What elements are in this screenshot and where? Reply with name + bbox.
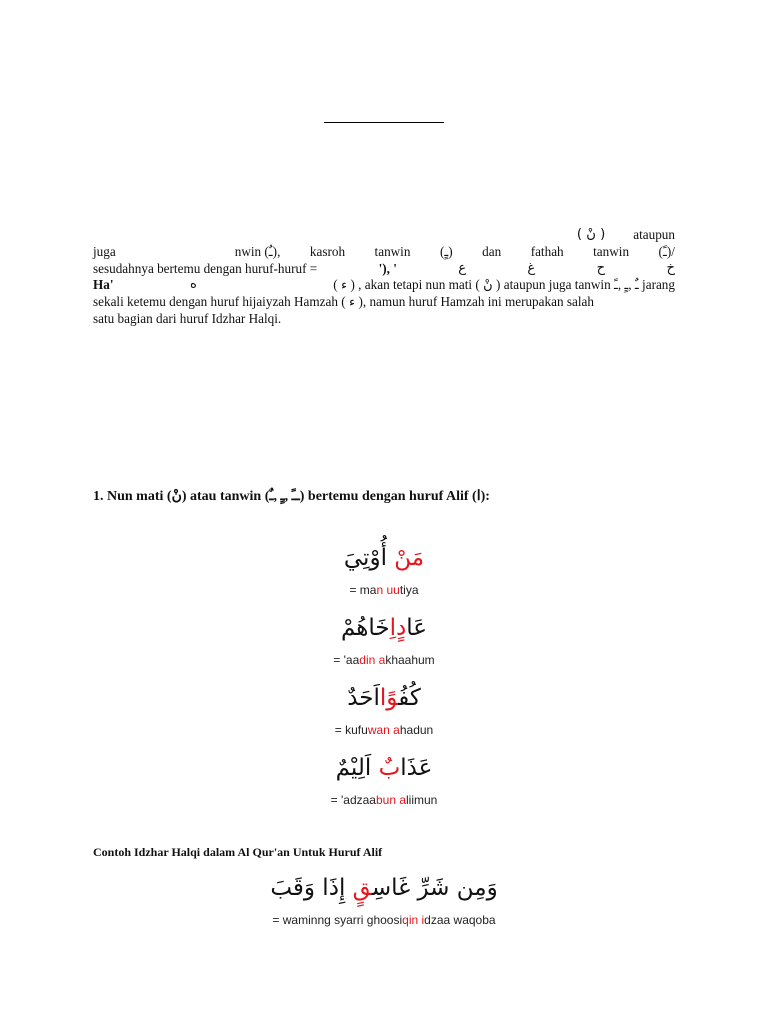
- arabic-text: عَادٍاِخَاهُمْ: [340, 615, 428, 641]
- contoh-title: Contoh Idzhar Halqi dalam Al Qur'an Untuk Huruf Alif: [93, 845, 383, 859]
- transliteration: = kufuwan ahadun: [334, 723, 434, 737]
- transliteration: = man uutiya: [349, 583, 419, 597]
- intro-word: sesudahnya bertemu dengan huruf-huruf =: [93, 260, 318, 276]
- arabic-text: مَنْ أُوْتِيَ: [343, 545, 425, 571]
- intro-word: nwin (ـٌ),: [234, 243, 281, 259]
- translit-highlight: qin i: [402, 913, 425, 927]
- hijaiyah-letter: ه: [189, 277, 197, 293]
- intro-word: tanwin: [593, 243, 630, 259]
- intro-paragraph: [93, 227, 675, 328]
- intro-word: fathah: [530, 243, 564, 259]
- example-1: [0, 543, 768, 598]
- transliteration: = waminng syarri ghoosiqin idzaa waqoba: [272, 913, 496, 927]
- example-2: [0, 613, 768, 668]
- intro-line-6: satu bagian dari huruf Idzhar Halqi.: [93, 310, 282, 326]
- hijaiyah-letter: ع: [458, 260, 467, 276]
- intro-word: (ـً)/: [658, 243, 675, 259]
- arabic-verse: وَمِن شَرِّ غَاسِقٍ إِذَا وَقَبَ: [270, 875, 498, 901]
- arabic-highlight: دٍاِ: [389, 615, 407, 641]
- intro-line-4: [93, 277, 675, 294]
- translit-highlight: bun a: [375, 793, 406, 807]
- example-3: [0, 683, 768, 738]
- example-4: [0, 753, 768, 808]
- hijaiyah-letter: غ: [527, 260, 536, 276]
- arabic-highlight: قٍ: [352, 875, 372, 901]
- arabic-text: عَذَابٌ اَلِيْمٌ: [335, 755, 433, 781]
- arabic-highlight: مَنْ: [394, 545, 425, 571]
- arabic-highlight: وًا: [379, 685, 399, 711]
- transliteration: = 'adzaabun aliimun: [330, 793, 438, 807]
- intro-line-4-text: ( ء ) , akan tetapi nun mati ( نْ ) ataupun juga tanwin ـٌ ,ـٍ ,ـً jarang: [333, 277, 675, 293]
- intro-word: tanwin: [374, 243, 411, 259]
- hijaiyah-letter: خ: [666, 260, 675, 276]
- translit-highlight: wan a: [367, 723, 400, 737]
- intro-word: dan: [482, 243, 502, 259]
- intro-line-2: [93, 244, 675, 261]
- ha-label: Ha': [93, 277, 114, 293]
- quran-example: [0, 873, 768, 928]
- hijaiyah-letter: ح: [596, 260, 606, 276]
- translit-highlight: din a: [359, 653, 386, 667]
- translit-highlight: n uu: [376, 583, 400, 597]
- intro-line-1-tail: ataupun: [633, 227, 675, 242]
- nun-sukun-paren: ( نْ ): [576, 227, 606, 242]
- intro-line-1: [93, 227, 675, 244]
- intro-word: (ـٍ): [439, 243, 453, 259]
- intro-word: '), ': [378, 260, 397, 276]
- title-underline: [324, 122, 444, 123]
- transliteration: = 'aadin akhaahum: [333, 653, 435, 667]
- intro-line-5: sekali ketemu dengan huruf hijaiyzah Hamzah ( ء ), namun huruf Hamzah ini merupakan salah: [93, 294, 594, 310]
- intro-word: juga: [93, 243, 116, 259]
- intro-line-3: [93, 261, 675, 278]
- arabic-highlight: بٌ: [378, 755, 401, 781]
- section-heading: 1. Nun mati (نْ) atau tanwin (ــً ,ـٍ ,ـٌ) bertemu dengan huruf Alif (ا):: [93, 489, 490, 504]
- intro-word: kasroh: [309, 243, 346, 259]
- arabic-text: كُفُوًااَحَدٌ: [347, 685, 421, 711]
